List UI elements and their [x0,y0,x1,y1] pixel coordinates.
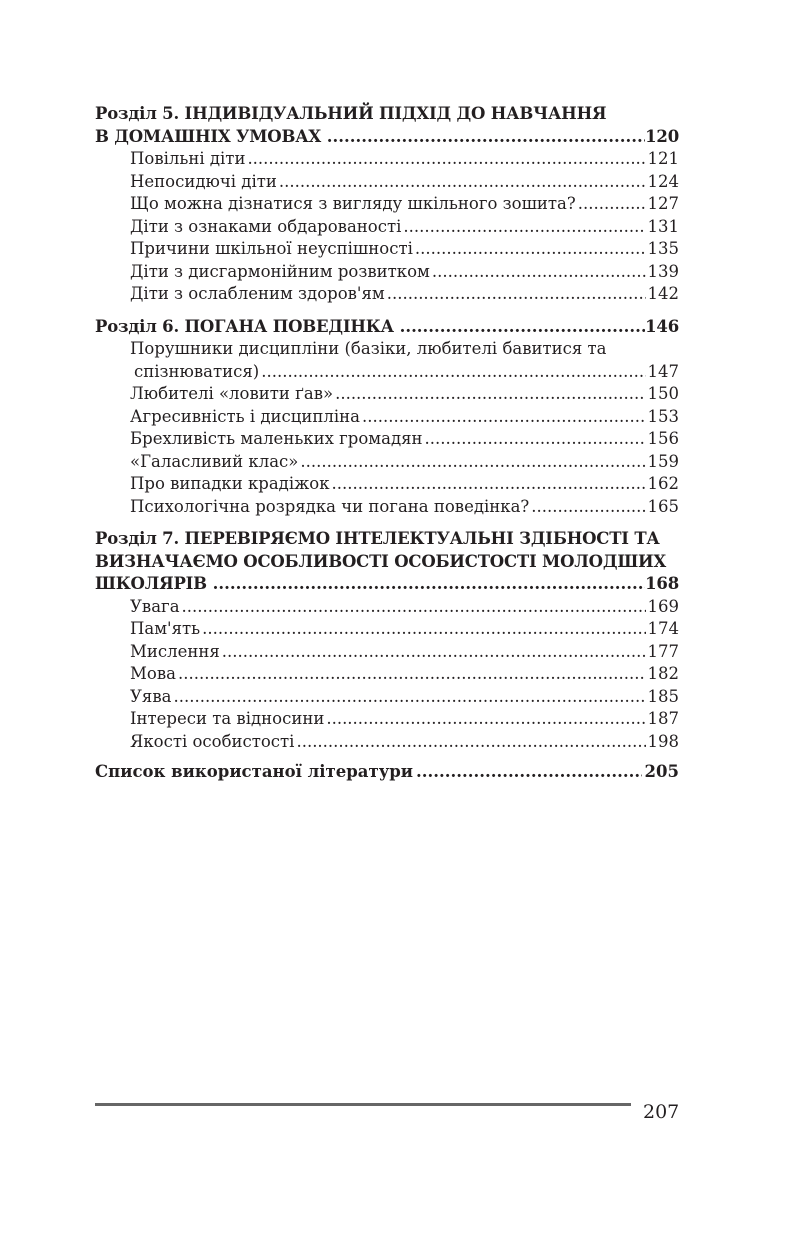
dot-leader [531,496,645,519]
dot-leader [332,473,646,496]
dot-leader [178,663,646,686]
entry-page-number: 187 [647,709,679,728]
entry-title: Що можна дізнатися з вигляду шкільного зошита? [130,194,576,213]
section-title-text: ШКОЛЯРІВ [95,574,207,593]
entry-title: Якості особистості [130,731,295,751]
entry-page-number: 156 [647,429,679,448]
table-of-contents [95,103,679,784]
dot-leader [222,641,646,664]
toc-entry[interactable] [95,686,679,709]
entry-page-number: 131 [647,216,679,236]
entry-title: Брехливість маленьких громадян [130,429,423,448]
entry-page-number: 182 [647,664,679,683]
section-heading-last-line[interactable] [95,316,679,339]
entry-second-line [95,361,679,384]
toc-entry[interactable] [95,641,679,664]
toc-entry[interactable] [95,451,679,474]
dot-leader [279,171,646,194]
entry-title: Уява [130,686,172,706]
dot-leader [247,148,645,171]
entry-title: Інтереси та відносини [130,709,325,728]
toc-entry[interactable] [95,216,679,239]
entry-title: Повільні діти [130,149,246,168]
dot-leader [261,361,645,384]
dot-leader [182,596,646,619]
entry-page-number: 162 [647,474,679,493]
dot-leader [202,618,645,641]
dot-leader [578,193,646,216]
footer-divider [95,1103,631,1106]
section-page-number: 146 [645,316,679,336]
dot-leader [403,216,645,239]
dot-leader [296,731,645,754]
section-title-line: Розділ 7. ПЕРЕВІРЯЄМО ІНТЕЛЕКТУАЛЬНІ ЗДІБНОСТІ ТА [95,529,660,548]
entry-title: Мислення [130,641,220,661]
dot-leader [326,708,645,731]
toc-entry[interactable] [95,618,679,641]
toc-entry[interactable] [95,193,679,216]
toc-section-7 [95,528,679,753]
entry-title: Непосидючі діти [130,171,277,191]
entry-title: Агресивність і дисципліна [130,406,360,426]
toc-entry[interactable] [95,473,679,496]
entry-page-number: 124 [647,171,679,191]
entry-title: Про випадки крадіжок [130,474,330,493]
toc-entry[interactable] [95,148,679,171]
toc-entry[interactable] [95,428,679,451]
entry-title: Діти з ознаками обдарованості [130,216,402,236]
literature-title: Список використаної літератури [95,762,414,781]
entry-page-number: 165 [647,496,679,516]
toc-entry[interactable] [95,496,679,519]
section-title-text: Розділ 6. ПОГАНА ПОВЕДІНКА [95,316,394,336]
toc-entry[interactable] [95,238,679,261]
entry-page-number: 142 [647,284,679,303]
toc-entry[interactable] [95,708,679,731]
section-page-number: 120 [645,126,679,146]
toc-entry[interactable] [95,731,679,754]
entry-title-first-line: Порушники дисципліни (базіки, любителі бавитися та [130,339,607,358]
toc-entry[interactable] [95,261,679,284]
entry-title-second-line: спізнюватися) [134,361,260,381]
entry-title: Психологічна розрядка чи погана поведінка? [130,496,530,516]
entry-page-number: 147 [647,361,679,381]
entry-page-number: 177 [647,641,679,661]
entry-title: Увага [130,596,180,616]
dot-leader [387,283,646,306]
entry-page-number: 127 [647,194,679,213]
dot-leader [432,261,646,284]
dot-leader [362,406,646,429]
toc-entry-multiline[interactable] [95,338,679,383]
section-heading-last-line[interactable] [95,573,679,596]
entry-title: Мова [130,664,176,683]
entry-page-number: 198 [647,731,679,751]
entry-page-number: 185 [647,686,679,706]
section-title-line: Розділ 5. ІНДИВІДУАЛЬНИЙ ПІДХІД ДО НАВЧАННЯ [95,104,607,123]
dot-leader [415,238,646,261]
toc-entry[interactable] [95,596,679,619]
section-page-number: 168 [645,574,679,593]
toc-literature[interactable] [95,761,679,784]
dot-leader [300,451,645,474]
entry-page-number: 174 [647,619,679,638]
dot-leader [207,573,645,596]
entry-title: Діти з ослабленим здоров'ям [130,284,385,303]
dot-leader [321,126,645,149]
dot-leader [416,761,642,784]
toc-entry[interactable] [95,406,679,429]
entry-page-number: 153 [647,406,679,426]
entry-title: «Галасливий клас» [130,451,299,471]
section-title-text: В ДОМАШНІХ УМОВАХ [95,126,322,146]
entry-title: Причини шкільної неуспішності [130,239,413,258]
entry-page-number: 159 [647,451,679,471]
dot-leader [335,383,645,406]
dot-leader [394,316,645,339]
entry-page-number: 169 [647,596,679,616]
entry-page-number: 150 [647,384,679,403]
toc-section-6 [95,316,679,519]
dot-leader [173,686,645,709]
footer-page-number: 207 [643,1101,680,1123]
entry-title: Любителі «ловити ґав» [130,384,334,403]
toc-entry[interactable] [95,171,679,194]
section-heading-last-line[interactable] [95,126,679,149]
toc-entry[interactable] [95,283,679,306]
toc-entry[interactable] [95,383,679,406]
entry-title: Діти з дисгармонійним розвитком [130,261,430,281]
dot-leader [425,428,646,451]
toc-section-5 [95,103,679,306]
entry-page-number: 135 [647,239,679,258]
toc-entry[interactable] [95,663,679,686]
entry-title: Пам'ять [130,619,201,638]
literature-page-number: 205 [644,762,679,781]
section-title-line: ВИЗНАЧАЄМО ОСОБЛИВОСТІ ОСОБИСТОСТІ МОЛОДШИХ [95,551,667,571]
entry-page-number: 139 [647,261,679,281]
entry-page-number: 121 [647,149,679,168]
